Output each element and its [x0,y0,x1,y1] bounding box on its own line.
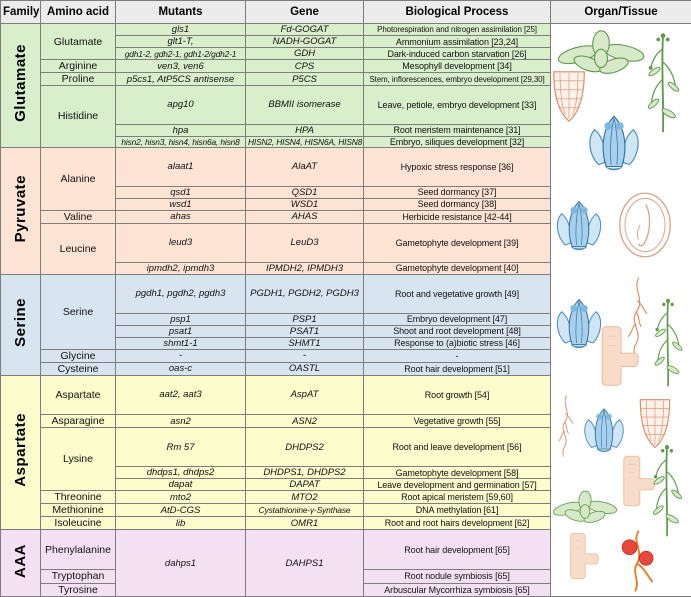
mutants-cell: ven3, ven6 [116,60,246,73]
branched-root-illustration [553,394,579,458]
mutants-cell: ipmdh2, ipmdh3 [116,262,246,274]
process-cell: - [364,349,551,362]
column-header-amino-acid: Amino acid [41,1,116,24]
gene-cell: - [246,349,364,362]
amino-acid-cell: Alanine [41,147,116,210]
mutants-cell: psp1 [116,313,246,325]
process-cell: Root growth [54] [364,375,551,415]
process-cell: Arbuscular Mycorrhiza symbiosis [65] [364,583,551,596]
gene-cell: DHDPS2 [246,428,364,467]
gene-cell: DAPAT [246,479,364,491]
process-cell: Shoot and root development [48] [364,325,551,337]
mutants-cell: AtD-CGS [116,504,246,517]
amino-acid-cell: Proline [41,73,116,86]
gene-cell: ASN2 [246,415,364,428]
gene-cell: Cystathionine-γ-Synthase [246,504,364,517]
amino-acid-cell: Glutamate [41,24,116,60]
family-label-pyruvate: Pyruvate [1,147,41,274]
column-header-mutants: Mutants [116,1,246,24]
rosette-plant-illustration [551,486,619,526]
root-segment-illustration [587,322,639,390]
family-label-aspartate: Aspartate [1,375,41,530]
flowering-shoot-illustration [645,442,689,538]
gene-cell: MTO2 [246,491,364,504]
amino-acid-cell: Aspartate [41,375,116,415]
amino-acid-cell: Tyrosine [41,583,116,596]
mutants-cell: apg10 [116,86,246,125]
gene-cell: Fd-GOGAT [246,24,364,36]
process-cell: Response to (a)biotic stress [46] [364,337,551,349]
process-cell: Leave development and germination [57] [364,479,551,491]
column-header-gene: Gene [246,1,364,24]
root-segment-illustration [559,526,599,586]
mutants-cell: hpa [116,124,246,136]
nodulated-root-illustration [613,528,659,594]
process-cell: Root hair development [51] [364,362,551,375]
amino-acid-cell: Isoleucine [41,517,116,530]
root-tip-illustration [551,69,587,125]
gene-cell: BBMII isomerase [246,86,364,125]
amino-acid-cell: Tryptophan [41,570,116,583]
amino-acid-cell: Threonine [41,491,116,504]
mutants-cell: shmt1-1 [116,337,246,349]
organ-tissue-illustrations [551,24,691,597]
process-cell: Vegetative growth [55] [364,415,551,428]
gene-cell: CPS [246,60,364,73]
amino-acid-cell: Valine [41,210,116,223]
gene-cell: OASTL [246,362,364,375]
mutants-cell: - [116,349,246,362]
mutants-cell: pgdh1, pgdh2, pgdh3 [116,274,246,313]
process-cell: Stem, inflorescences, embryo development [29,30] [364,73,551,86]
mutants-cell: wsd1 [116,198,246,210]
gene-cell: PGDH1, PGDH2, PGDH3 [246,274,364,313]
process-cell: Photorespiration and nitrogen assimilation [25] [364,24,551,36]
gene-cell: GDH [246,48,364,60]
amino-acid-cell: Serine [41,274,116,349]
amino-acid-cell: Histidine [41,86,116,148]
mutants-cell: lib [116,517,246,530]
gene-cell: P5CS [246,73,364,86]
column-header-biological-process: Biological Process [364,1,551,24]
mutants-cell: leud3 [116,223,246,262]
process-cell: Mesophyll development [34] [364,60,551,73]
process-cell: Hypoxic stress response [36] [364,147,551,186]
process-cell: DNA methylation [61] [364,504,551,517]
gene-cell: QSD1 [246,186,364,198]
process-cell: Root and leave development [56] [364,428,551,467]
amino-acid-cell: Methionine [41,504,116,517]
gene-cell: IPMDH2, IPMDH3 [246,262,364,274]
seed-embryo-illustration [617,190,673,260]
process-cell: Embryo, siliques development [32] [364,136,551,147]
gene-cell: HPA [246,124,364,136]
gene-cell: AspAT [246,375,364,415]
mutants-cell: dapat [116,479,246,491]
process-cell: Root nodule symbiosis [65] [364,570,551,583]
process-cell: Ammonium assimilation [23,24] [364,36,551,48]
amino-acid-cell: Leucine [41,223,116,274]
mutants-cell: asn2 [116,415,246,428]
process-cell: Herbicide resistance [42-44] [364,210,551,223]
gene-cell: AlaAT [246,147,364,186]
gene-cell: HISN2, HISN4, HISN6A, HISN8 [246,136,364,147]
process-cell: Gametophyte development [39] [364,223,551,262]
gene-cell: PSAT1 [246,325,364,337]
mutants-cell: gls1 [116,24,246,36]
mutants-cell: hisn2, hisn3, hisn4, hisn6a, hisn8 [116,136,246,147]
process-cell: Root hair development [65] [364,530,551,570]
mutants-cell: mto2 [116,491,246,504]
amino-acid-cell: Glycine [41,349,116,362]
gene-cell: SHMT1 [246,337,364,349]
mutants-cell: gdh1-2, gdh2-1, gdh1-2/gdh2-1 [116,48,246,60]
process-cell: Seed dormancy [38] [364,198,551,210]
flowering-shoot-illustration [639,30,687,134]
mutants-cell: psat1 [116,325,246,337]
process-cell: Gametophyte development [58] [364,467,551,479]
process-cell: Root meristem maintenance [31] [364,124,551,136]
family-label-serine: Serine [1,274,41,375]
mutants-cell: qsd1 [116,186,246,198]
amino-acid-cell: Cysteine [41,362,116,375]
process-cell: Dark-induced carbon starvation [26] [364,48,551,60]
gene-cell: DAHPS1 [246,530,364,597]
gene-cell: WSD1 [246,198,364,210]
amino-acid-cell: Arginine [41,60,116,73]
mutants-cell: Rm 57 [116,428,246,467]
gene-cell: NADH-GOGAT [246,36,364,48]
process-cell: Embryo development [47] [364,313,551,325]
gene-cell: LeuD3 [246,223,364,262]
flower-bud-illustration [553,186,605,258]
mutants-cell: glt1-T, [116,36,246,48]
mutants-cell: dhdps1, dhdps2 [116,467,246,479]
gene-cell: AHAS [246,210,364,223]
gene-cell: OMR1 [246,517,364,530]
column-header-family: Family [1,1,41,24]
mutants-cell: p5cs1, AtP5CS antisense [116,73,246,86]
mutants-cell: dahps1 [116,530,246,597]
family-label-aaa: AAA [1,530,41,597]
family-label-glutamate: Glutamate [1,24,41,148]
process-cell: Seed dormancy [37] [364,186,551,198]
flower-bud-illustration [579,398,629,456]
column-header-organ-tissue: Organ/Tissue [551,1,691,24]
process-cell: Leave, petiole, embryo development [33] [364,86,551,125]
amino-acid-cell: Asparagine [41,415,116,428]
process-cell: Root apical meristem [59,60] [364,491,551,504]
process-cell: Root and root hairs development [62] [364,517,551,530]
amino-acid-cell: Lysine [41,428,116,491]
mutants-cell: oas-c [116,362,246,375]
gene-cell: DHDPS1, DHDPS2 [246,467,364,479]
flower-bud-illustration [585,102,643,176]
flowering-shoot-illustration [647,296,689,388]
mutants-cell: aat2, aat3 [116,375,246,415]
gene-cell: PSP1 [246,313,364,325]
mutants-cell: alaat1 [116,147,246,186]
mutants-cell: ahas [116,210,246,223]
process-cell: Root and vegetative growth [49] [364,274,551,313]
amino-acid-cell: Phenylalanine [41,530,116,570]
process-cell: Gametophyte development [40] [364,262,551,274]
